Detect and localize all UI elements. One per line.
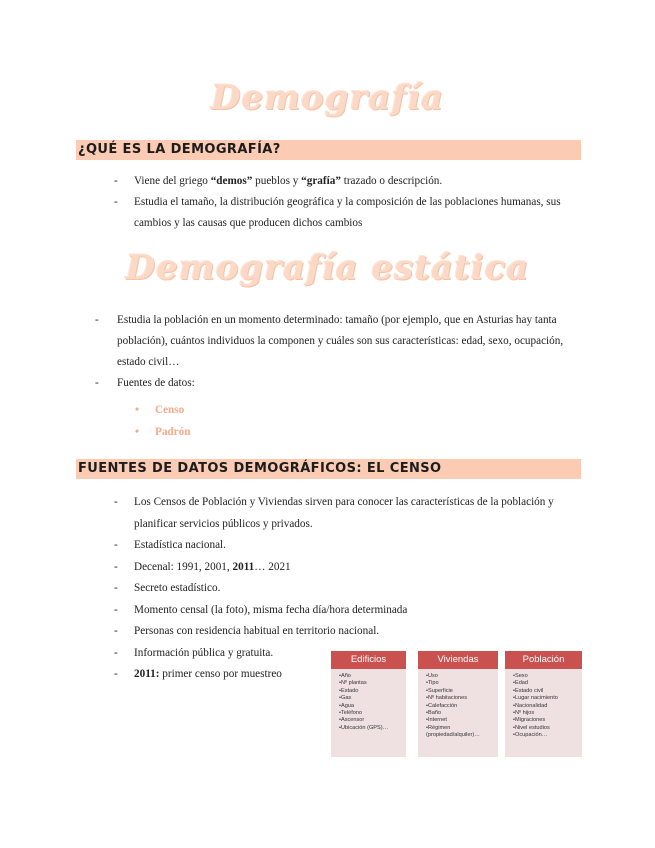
- list-item: - Los Censos de Población y Viviendas sirven para conocer las características de la población y planificar servicios públicos y privados.: [114, 492, 584, 535]
- list-item: - Viene del griego “demos” pueblos y “grafía” trazado o descripción.: [114, 171, 574, 192]
- card-title: Población: [505, 651, 582, 669]
- section-heading-what-is: [76, 140, 581, 160]
- sources-list: [135, 399, 190, 443]
- card-item: • Baño: [426, 710, 498, 717]
- list-item: - Información pública y gratuita.: [114, 643, 584, 665]
- card-item: • Tipo: [426, 680, 498, 687]
- card-item: • Sexo: [513, 673, 582, 680]
- section-heading-census: [76, 459, 581, 479]
- card-item: • Uso: [426, 673, 498, 680]
- card-item: • Superficie: [426, 688, 498, 695]
- list-item: - Personas con residencia habitual en territorio nacional.: [114, 621, 584, 643]
- card-item: • Teléfono: [339, 710, 406, 717]
- card-item: • Estado: [339, 688, 406, 695]
- definition-list: [114, 171, 574, 234]
- list-item: - Estadística nacional.: [114, 535, 584, 557]
- section-heading-label: FUENTES DE DATOS DEMOGRÁFICOS: EL CENSO: [78, 461, 442, 476]
- card-poblacion: [505, 651, 582, 757]
- list-item: - Momento censal (la foto), misma fecha día/hora determinada: [114, 600, 584, 622]
- page-title: Demografía: [210, 78, 445, 118]
- list-item: - Secreto estadístico.: [114, 578, 584, 600]
- card-item: • Nº plantas: [339, 680, 406, 687]
- card-item: • Calefacción: [426, 703, 498, 710]
- static-list: [95, 310, 565, 394]
- card-item: • Nº habitaciones: [426, 695, 498, 702]
- card-title: Viviendas: [418, 651, 498, 669]
- list-item: - Fuentes de datos:: [95, 373, 565, 394]
- card-item: • Nacionalidad: [513, 703, 582, 710]
- list-item: - 2011: primer censo por muestreo: [114, 664, 584, 686]
- card-title: Edificios: [331, 651, 406, 669]
- subtitle-static: Demografía estática: [125, 248, 530, 288]
- card-item: • Estado civil: [513, 688, 582, 695]
- card-item: • Nivel estudios: [513, 725, 582, 732]
- card-item: • Lugar nacimiento: [513, 695, 582, 702]
- card-item: • Nº hijos: [513, 710, 582, 717]
- list-item: - Estudia el tamaño, la distribución geográfica y la composición de las poblaciones humanas, sus cambios y las causas que producen dichos cambios: [114, 192, 574, 234]
- card-item: • Año: [339, 673, 406, 680]
- card-item: • Ubicación (GPS)…: [339, 725, 406, 732]
- card-edificios: [331, 651, 406, 757]
- source-censo: • Censo: [135, 399, 190, 421]
- card-item: • Internet: [426, 717, 498, 724]
- card-item: • Gas: [339, 695, 406, 702]
- list-item: - Decenal: 1991, 2001, 2011… 2021: [114, 557, 584, 579]
- source-padron: • Padrón: [135, 421, 190, 443]
- card-item: • Ascensor: [339, 717, 406, 724]
- card-viviendas: [418, 651, 498, 757]
- list-item: - Estudia la población en un momento determinado: tamaño (por ejemplo, que en Asturias hay tanta población), cuántos individuos la componen y cuáles son sus características: edad, sexo, ocupación, estado civil…: [95, 310, 565, 373]
- card-item: • Edad: [513, 680, 582, 687]
- card-item: • Migraciones: [513, 717, 582, 724]
- section-heading-label: ¿QUÉ ES LA DEMOGRAFÍA?: [78, 142, 281, 157]
- card-item: • Agua: [339, 703, 406, 710]
- card-item: • Ocupación…: [513, 732, 582, 739]
- card-item: • Régimen (propiedad/alquiler)…: [426, 725, 498, 740]
